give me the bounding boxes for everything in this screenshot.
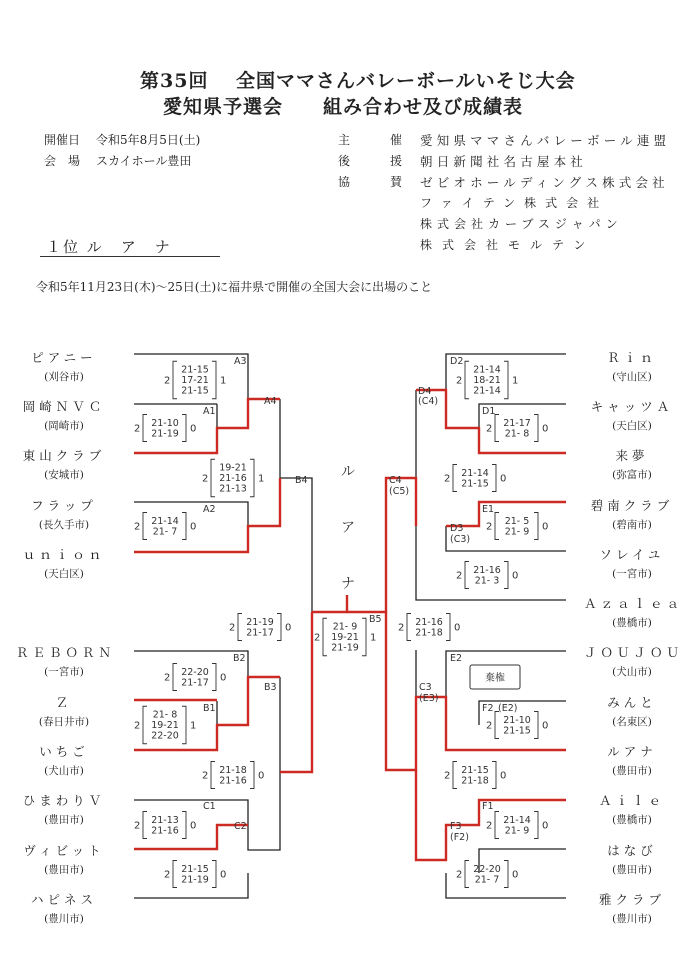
left-team: ピアニー (刈谷市) <box>31 350 97 383</box>
score-set: 21-16 <box>415 616 443 628</box>
score-bracket-right <box>504 361 508 399</box>
score-set: 22-20 <box>181 666 209 678</box>
score-winner-sets: 2 <box>456 570 463 582</box>
match-code: (C5) <box>389 486 410 497</box>
score-loser-sets: 0 <box>285 622 292 634</box>
score-set: 21-14 <box>473 364 501 376</box>
score-bracket-right <box>182 415 186 442</box>
score-set: 21- 9 <box>504 526 530 538</box>
score-winner-sets: 2 <box>486 720 493 732</box>
winner-label: １位 ル ア ナ <box>46 238 172 256</box>
score-bracket-right <box>504 861 508 888</box>
left-team: ひまわりＶ (豊田市) <box>22 793 106 826</box>
score-winner-sets: 2 <box>444 473 451 485</box>
score-winner-sets: 2 <box>398 622 405 634</box>
venue-value: スカイホール豊田 <box>96 154 192 168</box>
score-winner-sets: 2 <box>456 869 463 881</box>
score-winner-sets: 2 <box>134 521 141 533</box>
score-set: 21-15 <box>461 478 489 490</box>
match-code: E1 <box>482 504 495 515</box>
score-bracket-left <box>323 618 327 656</box>
organizer-value: 愛知県ママさんバレーボール連盟 <box>420 133 671 148</box>
match-code: D1 <box>482 406 496 417</box>
score-set: 21-14 <box>151 515 179 527</box>
score-bracket-left <box>211 762 215 789</box>
score-bracket-left <box>495 415 499 442</box>
score-set: 21-14 <box>461 467 489 479</box>
score-winner-sets: 2 <box>444 770 451 782</box>
left-team: ｕｎｉｏｎ (天白区) <box>22 547 106 580</box>
score-loser-sets: 0 <box>454 622 461 634</box>
left-team: ハピネス (豊川市) <box>30 892 97 925</box>
score-bracket-right <box>492 762 496 789</box>
match-code: C4 <box>389 475 402 486</box>
score-bracket-right <box>182 706 186 744</box>
score-winner-sets: 2 <box>164 672 171 684</box>
score-set: 21-16 <box>151 825 179 837</box>
score-bracket-right <box>534 812 538 839</box>
score-winner-sets: 2 <box>202 473 209 485</box>
match-code: F2 <box>482 703 494 714</box>
score-set: 21-16 <box>219 473 247 485</box>
score-set: 21- 8 <box>504 428 530 440</box>
match-code: B2 <box>233 653 246 664</box>
score-bracket-left <box>495 513 499 540</box>
left-team: 岡崎ＮＶＣ (岡崎市) <box>22 399 106 432</box>
match-code: D4 <box>418 386 432 397</box>
score-loser-sets: 1 <box>370 632 377 644</box>
score-winner-sets: 2 <box>456 375 463 387</box>
right-team: Ａｚａｌｅａ (豊橋市) <box>584 596 684 629</box>
score-bracket-right <box>504 562 508 589</box>
left-team: フラップ (長久手市) <box>31 498 97 531</box>
sponsor-value-4: 株式会社モルテン <box>420 238 596 252</box>
left-team: いちご (犬山市) <box>39 744 89 777</box>
score-bracket-left <box>238 614 242 641</box>
score-set: 21-14 <box>473 385 501 397</box>
score-bracket-left <box>143 706 147 744</box>
support-value: 朝日新聞社名古屋本社 <box>420 154 588 169</box>
match-code: C1 <box>203 801 216 812</box>
match-code: C3 <box>419 682 432 693</box>
score-winner-sets: 2 <box>486 521 493 533</box>
date-label: 開催日 <box>44 133 81 147</box>
score-set: 21-17 <box>246 627 274 639</box>
right-team: はなび (豊田市) <box>607 843 657 876</box>
score-set: 21-14 <box>503 814 531 826</box>
score-bracket-left <box>173 664 177 691</box>
score-bracket-left <box>453 762 457 789</box>
score-set: 21- 5 <box>504 515 530 527</box>
score-winner-sets: 2 <box>486 820 493 832</box>
score-loser-sets: 0 <box>512 570 519 582</box>
score-set: 17-21 <box>181 375 209 387</box>
score-set: 19-21 <box>331 632 359 644</box>
match-code: B5 <box>369 614 382 625</box>
score-bracket-right <box>446 614 450 641</box>
left-team: ヴィビット (豊田市) <box>23 843 105 876</box>
support-label: 後 援 <box>338 154 417 168</box>
score-set: 21-16 <box>473 564 501 576</box>
organizer-label: 主 催 <box>338 133 417 147</box>
score-bracket-left <box>143 513 147 540</box>
score-loser-sets: 1 <box>190 720 197 732</box>
center-char: ナ <box>341 576 355 592</box>
match-code: C2 <box>234 821 247 832</box>
score-set: 21-15 <box>461 764 489 776</box>
score-bracket-left <box>453 465 457 492</box>
center-char: ア <box>341 520 355 536</box>
score-bracket-left <box>211 459 215 497</box>
score-bracket-right <box>182 513 186 540</box>
score-bracket-right <box>534 712 538 739</box>
date-value: 令和5年8月5日(土) <box>96 133 201 147</box>
score-set: 21-15 <box>181 364 209 376</box>
match-code: B1 <box>203 703 216 714</box>
right-team: Ｒｉｎ (守山区) <box>607 350 657 383</box>
sponsor-value-3: 株式会社カーブスジャパン <box>420 217 623 231</box>
score-set: 21-19 <box>246 616 274 628</box>
score-set: 21-18 <box>461 775 489 787</box>
score-set: 21-10 <box>151 417 179 429</box>
score-set: 21-15 <box>181 863 209 875</box>
score-winner-sets: 2 <box>134 820 141 832</box>
score-set: 21- 7 <box>152 526 178 538</box>
score-set: 21-13 <box>151 814 179 826</box>
score-set: 22-20 <box>151 730 179 742</box>
score-bracket-right <box>250 762 254 789</box>
right-team: みんと (名東区) <box>607 695 657 728</box>
score-loser-sets: 0 <box>500 473 507 485</box>
right-team: ルアナ (豊田市) <box>607 744 657 777</box>
left-team: 東山クラブ (安城市) <box>22 448 106 481</box>
score-winner-sets: 2 <box>486 423 493 435</box>
score-loser-sets: 0 <box>512 869 519 881</box>
score-bracket-left <box>143 812 147 839</box>
right-team: 来夢 (弥富市) <box>612 448 652 481</box>
left-team: ＲＥＢＯＲＮ (一宮市) <box>16 645 116 678</box>
sponsor-label: 協 賛 <box>338 175 417 189</box>
score-bracket-right <box>212 361 216 399</box>
left-team: Ｚ (春日井市) <box>38 695 90 728</box>
match-code: F1 <box>482 801 494 812</box>
score-set: 21-17 <box>181 677 209 689</box>
match-code: A3 <box>234 356 247 367</box>
page-subtitle: 愛知県予選会 組み合わせ及び成績表 <box>163 96 524 118</box>
score-bracket-left <box>143 415 147 442</box>
score-bracket-left <box>407 614 411 641</box>
score-loser-sets: 1 <box>220 375 227 387</box>
sponsor-value: ゼビオホールディングス株式会社 <box>420 175 669 190</box>
right-team: 雅クラブ (豊川市) <box>598 892 665 925</box>
score-loser-sets: 0 <box>542 820 549 832</box>
match-code: E2 <box>450 653 463 664</box>
score-set: 21- 8 <box>152 709 178 721</box>
match-code: (C3) <box>450 534 471 545</box>
score-bracket-left <box>465 562 469 589</box>
score-bracket-right <box>250 459 254 497</box>
venue-label: 会 場 <box>44 154 81 168</box>
match-code: (E3) <box>419 693 439 704</box>
match-code: B4 <box>295 475 308 486</box>
score-set: 21- 3 <box>474 575 500 587</box>
score-loser-sets: 0 <box>220 672 227 684</box>
match-code: B3 <box>264 682 277 693</box>
score-set: 21-13 <box>219 483 247 495</box>
match-code: A1 <box>203 406 216 417</box>
score-winner-sets: 2 <box>229 622 236 634</box>
score-set: 21- 7 <box>474 874 500 886</box>
match-code: (F2) <box>450 832 469 843</box>
score-set: 19-21 <box>151 720 179 732</box>
right-team: キャッツＡ (天白区) <box>590 399 674 432</box>
match-code: D2 <box>450 356 464 367</box>
match-code: A4 <box>264 396 277 407</box>
score-bracket-right <box>492 465 496 492</box>
score-set: 21-18 <box>219 764 247 776</box>
score-loser-sets: 0 <box>190 820 197 832</box>
score-bracket-left <box>495 812 499 839</box>
score-loser-sets: 0 <box>258 770 265 782</box>
sponsor-value-2: ファイテン株式会社 <box>420 196 609 210</box>
score-bracket-right <box>534 415 538 442</box>
score-set: 21- 9 <box>332 621 358 633</box>
match-code: D3 <box>450 523 464 534</box>
score-winner-sets: 2 <box>134 423 141 435</box>
score-bracket-left <box>495 712 499 739</box>
score-set: 21-19 <box>151 428 179 440</box>
qualification-note: 令和5年11月23日(木)～25日(土)に福井県で開催の全国大会に出場のこと <box>36 280 433 294</box>
score-set: 21-16 <box>219 775 247 787</box>
score-set: 21-10 <box>503 714 531 726</box>
score-loser-sets: 0 <box>542 720 549 732</box>
score-loser-sets: 0 <box>542 423 549 435</box>
score-set: 21-18 <box>415 627 443 639</box>
score-loser-sets: 1 <box>258 473 265 485</box>
score-winner-sets: 2 <box>164 869 171 881</box>
match-code: (E2) <box>498 703 518 714</box>
score-bracket-left <box>465 361 469 399</box>
score-bracket-right <box>182 812 186 839</box>
score-loser-sets: 0 <box>220 869 227 881</box>
score-bracket-right <box>212 664 216 691</box>
page-title: 第35回 全国ママさんバレーボールいそじ大会 <box>140 70 576 92</box>
score-bracket-left <box>173 861 177 888</box>
score-winner-sets: 2 <box>202 770 209 782</box>
score-winner-sets: 2 <box>314 632 321 644</box>
center-char: ル <box>341 464 355 480</box>
score-set: 18-21 <box>473 375 501 387</box>
score-loser-sets: 1 <box>512 375 519 387</box>
score-set: 21- 9 <box>504 825 530 837</box>
right-team: 碧南クラブ (碧南市) <box>590 498 674 531</box>
score-bracket-left <box>465 861 469 888</box>
match-code: (C4) <box>418 396 439 407</box>
right-team: Ａｉｌｅ (豊橋市) <box>598 793 665 826</box>
score-bracket-right <box>534 513 538 540</box>
score-bracket-right <box>362 618 366 656</box>
score-bracket-right <box>212 861 216 888</box>
forfeit-label: 棄権 <box>485 673 505 684</box>
score-set: 22-20 <box>473 863 501 875</box>
score-loser-sets: 0 <box>542 521 549 533</box>
score-set: 19-21 <box>219 462 247 474</box>
score-loser-sets: 0 <box>190 521 197 533</box>
score-set: 21-17 <box>503 417 531 429</box>
score-bracket-left <box>173 361 177 399</box>
score-winner-sets: 2 <box>134 720 141 732</box>
match-code: A2 <box>203 504 216 515</box>
score-set: 21-15 <box>503 725 531 737</box>
score-set: 21-15 <box>181 385 209 397</box>
match-code: F3 <box>450 821 462 832</box>
center-winner <box>341 464 355 592</box>
score-winner-sets: 2 <box>164 375 171 387</box>
right-team: ソレイユ (一宮市) <box>599 547 665 580</box>
score-bracket-right <box>277 614 281 641</box>
score-loser-sets: 0 <box>500 770 507 782</box>
score-set: 21-19 <box>331 642 359 654</box>
score-set: 21-19 <box>181 874 209 886</box>
score-loser-sets: 0 <box>190 423 197 435</box>
right-team: ＪＯＵＪＯＵ (犬山市) <box>584 645 684 678</box>
